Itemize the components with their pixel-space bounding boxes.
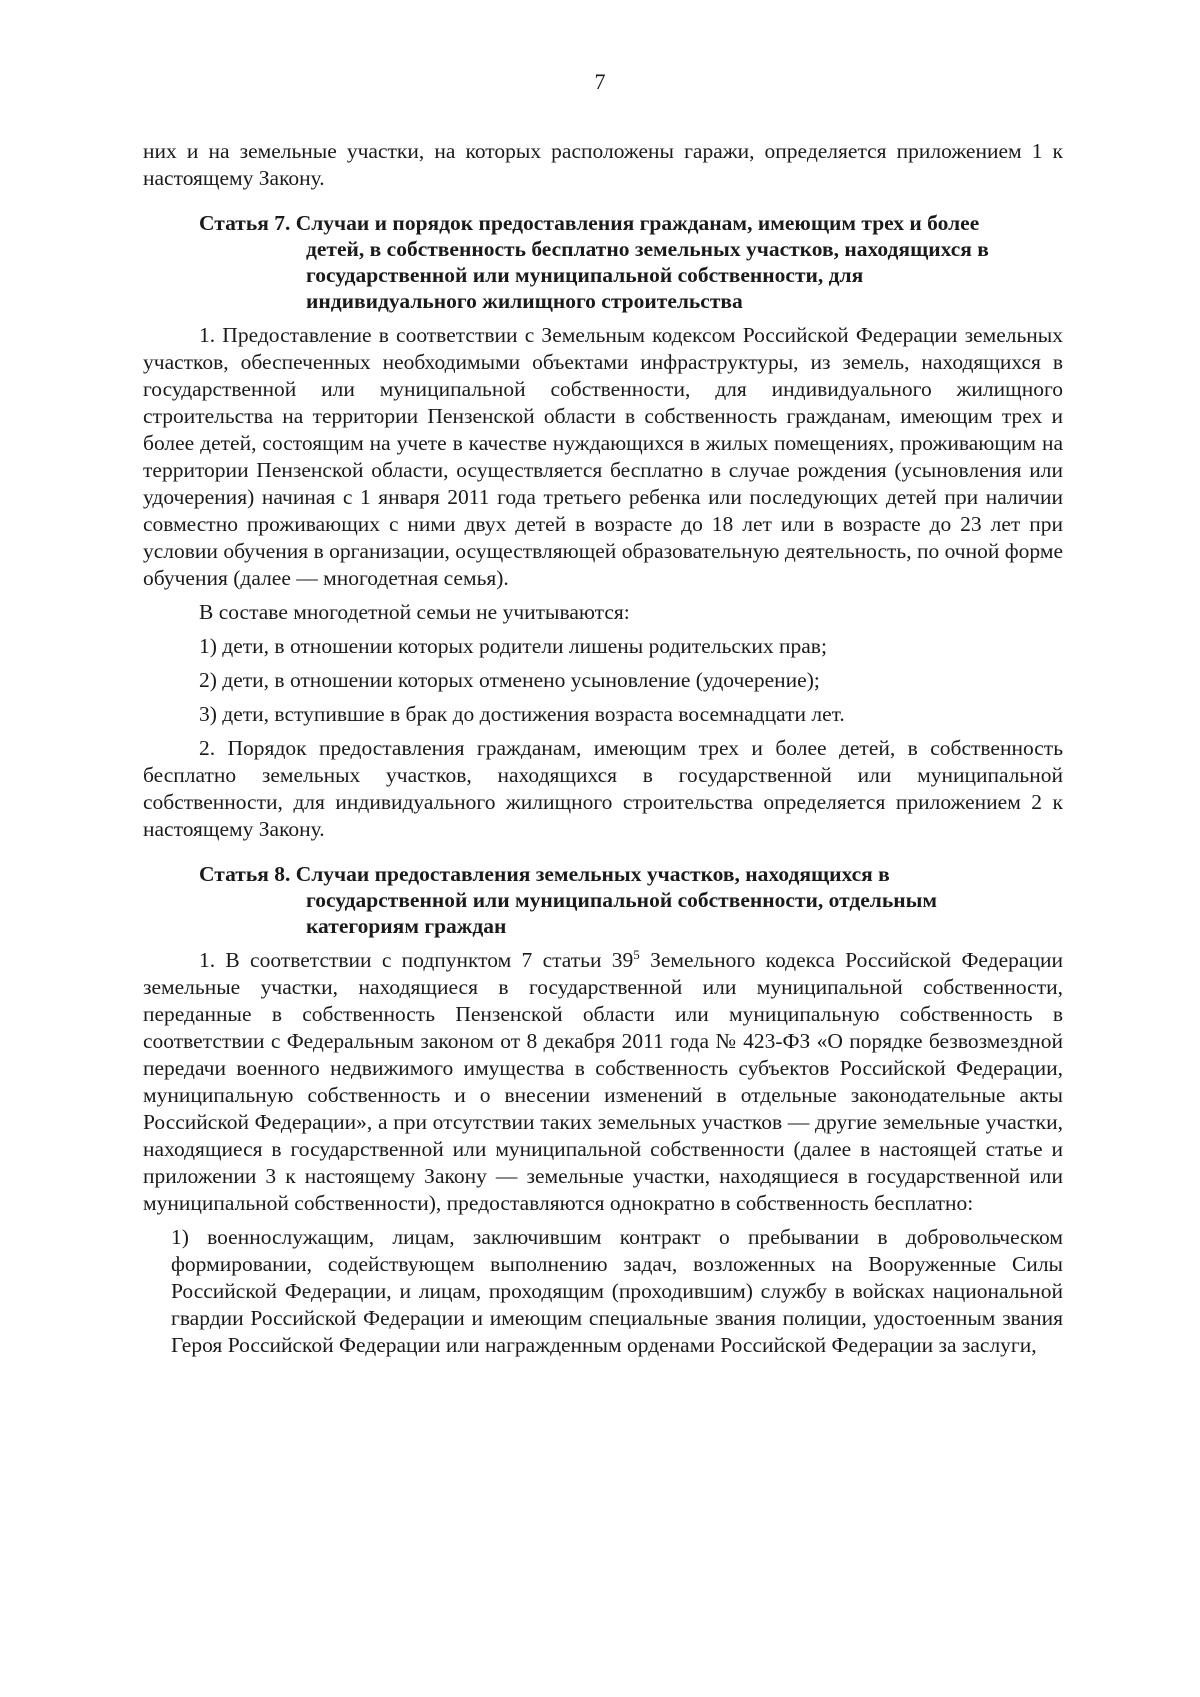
article-7-exclusion-3: 3) дети, вступившие в брак до достижения возраста восемнадцати лет. <box>199 702 845 726</box>
article-7-paragraph-1: 1. Предоставление в соответствии с Земельным кодексом Российской Федерации земельных участков, обеспеченных необходимыми объектами инфраструктуры, из земель, находящихся в государственной или муниципальной собственности, для индивидуального жилищного строительства на территории Пензенской области в собственность гражданам, имеющим трех и более детей, состоящим на учете в качестве нуждающихся в жилых помещениях, проживающим на территории Пензенской области, осуществляется бесплатно в случае рождения (усыновления или удочерения) начиная с 1 января 2011 года третьего ребенка или последующих детей при наличии совместно проживающих с ними двух детей в возрасте до 18 лет или в возрасте до 23 лет при условии обучения в организации, осуществляющей образовательную деятельность, по очной форме обучения (далее — многодетная семья). <box>143 323 1063 590</box>
article-8-p1-superscript: 5 <box>633 946 640 962</box>
article-8-p1-start: 1. В соответствии с подпунктом 7 статьи 39 <box>199 948 634 972</box>
article-7-exclusion-1: 1) дети, в отношении которых родители лишены родительских прав; <box>199 634 827 658</box>
article-8-heading: Статья 8. Случаи предоставления земельных участков, находящихся в государственной или муниципальной собственности, отдельным категориям граждан <box>199 862 938 938</box>
article-8-p1-rest: Земельного кодекса Российской Федерации земельные участки, находящиеся в государственной или муниципальной собственности, переданные в собственность Пензенской области или муниципальную собственность в соответствии с Федеральным законом от 8 декабря 2011 года № 423-ФЗ «О порядке безвозмездной передачи военного недвижимого имущества в собственность субъектов Российской Федерации, муниципальную собственность и о внесении изменений в отдельные законодательные акты Российской Федерации», а при отсутствии таких земельных участков — другие земельные участки, находящиеся в государственной или муниципальной собственности (далее в настоящей статье и приложении 3 к настоящему Закону — земельные участки, находящиеся в государственной или муниципальной собственности), предоставляются однократно в собственность бесплатно: <box>143 948 1063 1215</box>
article-7-paragraph-2: 2. Порядок предоставления гражданам, имеющим трех и более детей, в собственность бесплатно земельных участков, находящихся в государственной или муниципальной собственности, для индивидуального жилищного строительства определяется приложением 2 к настоящему Закону. <box>143 736 1063 841</box>
document-body <box>143 138 1063 1359</box>
article-8-item-1: 1) военнослужащим, лицам, заключившим контракт о пребывании в добровольческом формировании, содействующем выполнению задач, возложенных на Вооруженные Силы Российской Федерации, и лицам, проходящим (проходившим) службу в войсках национальной гвардии Российской Федерации и имеющим специальные звания полиции, удостоенным звания Героя Российской Федерации или награжденным орденами Российской Федерации за заслуги, <box>171 1225 1063 1357</box>
article-7-exclusion-2: 2) дети, в отношении которых отменено усыновление (удочерение); <box>199 668 820 692</box>
article-8-paragraph-1 <box>143 947 1063 1217</box>
article-7-exclusions-intro: В составе многодетной семьи не учитываются: <box>199 600 630 624</box>
page-number: 7 <box>594 69 606 94</box>
article-7-heading: Статья 7. Случаи и порядок предоставления гражданам, имеющим трех и более детей, в собственность бесплатно земельных участков, находящихся в государственной или муниципальной собственности, для индивидуального жилищного строительства <box>199 211 989 313</box>
intro-paragraph: них и на земельные участки, на которых расположены гаражи, определяется приложением 1 к настоящему Закону. <box>143 139 1063 190</box>
